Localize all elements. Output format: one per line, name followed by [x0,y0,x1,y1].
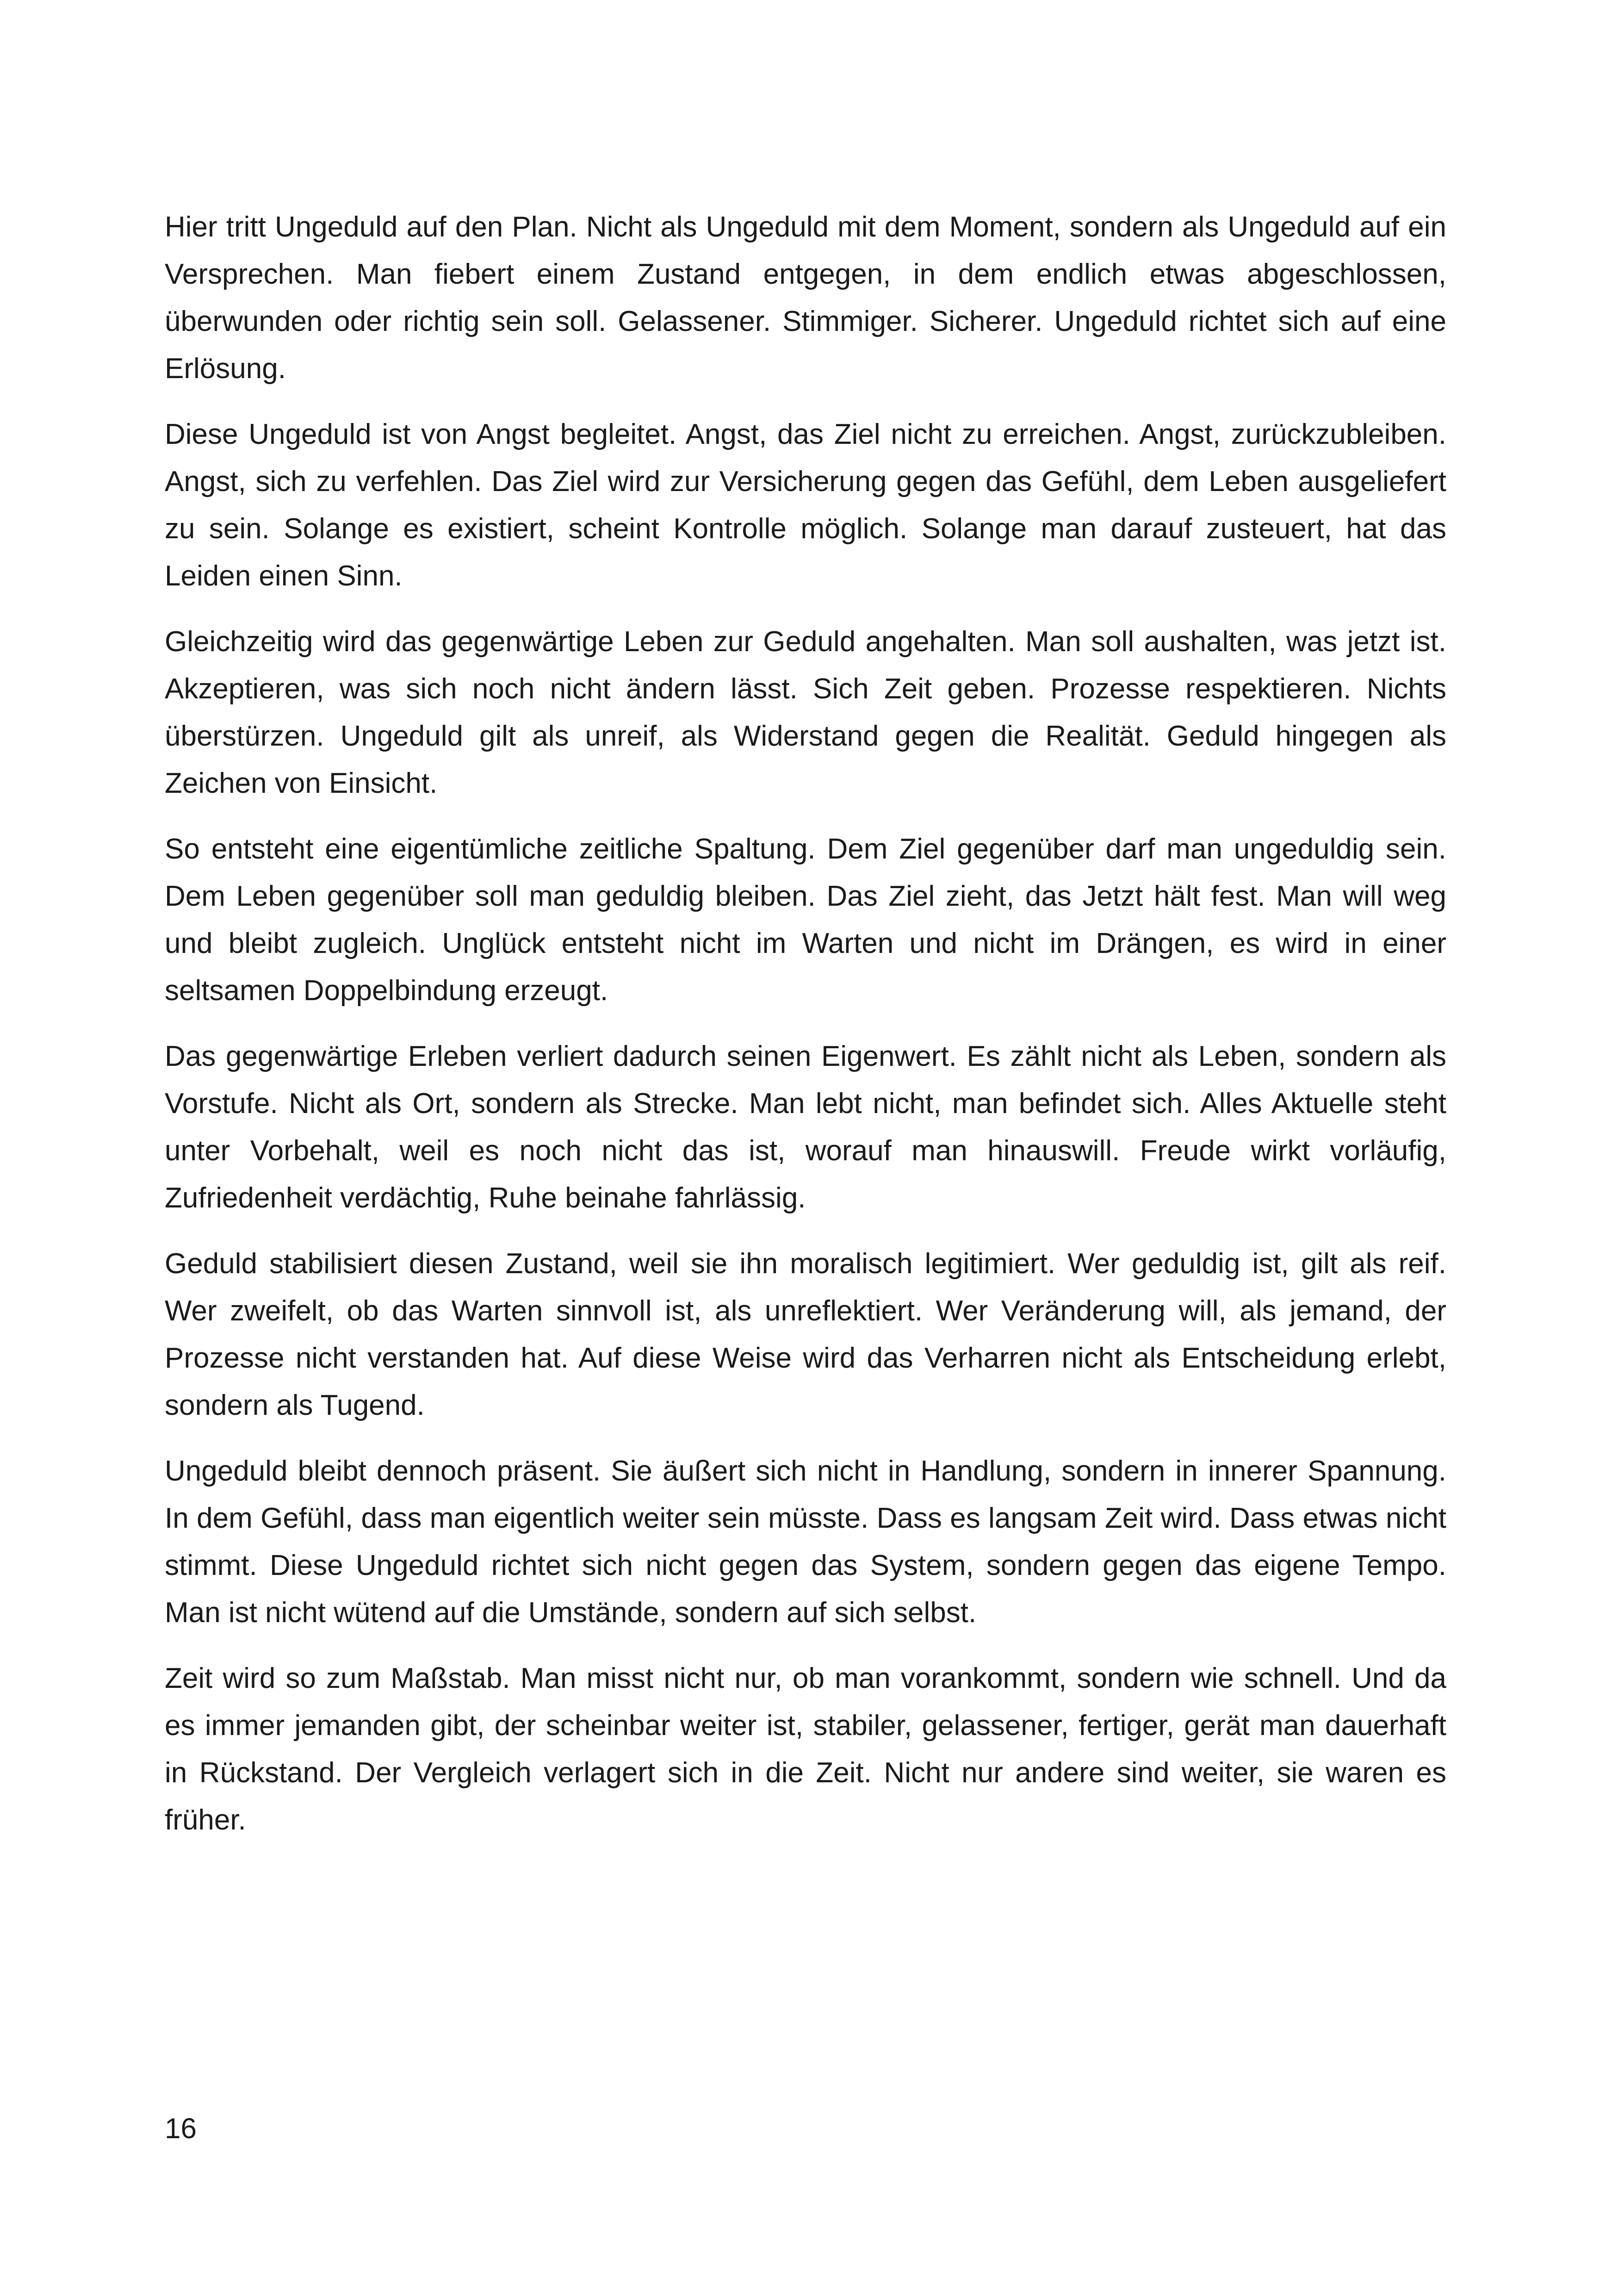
paragraph-6: Geduld stabilisiert diesen Zustand, weil sie ihn moralisch legitimiert. Wer geduldig ist, gilt als reif. Wer zweifelt, ob das Warten sinnvoll ist, als unreflektiert. Wer Veränderung will, als jemand, der Prozesse nicht verstanden hat. Auf diese Weise wird das Verharren nicht als Entscheidung erlebt, sondern als Tugend. [165,1248,1446,1421]
paragraph-7: Ungeduld bleibt dennoch präsent. Sie äußert sich nicht in Handlung, sondern in innerer Spannung. In dem Gefühl, dass man eigentlich weiter sein müsste. Dass es langsam Zeit wird. Dass etwas nicht stimmt. Diese Ungeduld richtet sich nicht gegen das System, sondern gegen das eigene Tempo. Man ist nicht wütend auf die Umstände, sondern auf sich selbst. [165,1455,1446,1629]
paragraph-4: So entsteht eine eigentümliche zeitliche Spaltung. Dem Ziel gegenüber darf man ungeduldig sein. Dem Leben gegenüber soll man geduldig bleiben. Das Ziel zieht, das Jetzt hält fest. Man will weg und bleibt zugleich. Unglück entsteht nicht im Warten und nicht im Drängen, es wird in einer seltsamen Doppelbindung erzeugt. [165,833,1446,1007]
paragraph-5: Das gegenwärtige Erleben verliert dadurch seinen Eigenwert. Es zählt nicht als Leben, sondern als Vorstufe. Nicht als Ort, sondern als Strecke. Man lebt nicht, man befindet sich. Alles Aktuelle steht unter Vorbehalt, weil es noch nicht das ist, worauf man hinauswill. Freude wirkt vorläufig, Zufriedenheit verdächtig, Ruhe beinahe fahrlässig. [165,1040,1446,1214]
paragraph-2: Diese Ungeduld ist von Angst begleitet. Angst, das Ziel nicht zu erreichen. Angst, zurückzubleiben. Angst, sich zu verfehlen. Das Ziel wird zur Versicherung gegen das Gefühl, dem Leben ausgeliefert zu sein. Solange es existiert, scheint Kontrolle möglich. Solange man darauf zusteuert, hat das Leiden einen Sinn. [165,418,1446,592]
body-text [165,204,1446,1862]
paragraph-8: Zeit wird so zum Maßstab. Man misst nicht nur, ob man vorankommt, sondern wie schnell. Und da es immer jemanden gibt, der scheinbar weiter ist, stabiler, gelassener, fertiger, gerät man dauerhaft in Rückstand. Der Vergleich verlagert sich in die Zeit. Nicht nur andere sind weiter, sie waren es früher. [165,1662,1446,1836]
paragraph-3: Gleichzeitig wird das gegenwärtige Leben zur Geduld angehalten. Man soll aushalten, was jetzt ist. Akzeptieren, was sich noch nicht ändern lässt. Sich Zeit geben. Prozesse respektieren. Nichts überstürzen. Ungeduld gilt als unreif, als Widerstand gegen die Realität. Geduld hingegen als Zeichen von Einsicht. [165,626,1446,799]
page-number: 16 [165,2113,197,2145]
paragraph-1: Hier tritt Ungeduld auf den Plan. Nicht als Ungeduld mit dem Moment, sondern als Ungeduld auf ein Versprechen. Man fiebert einem Zustand entgegen, in dem endlich etwas abgeschlossen, überwunden oder richtig sein soll. Gelassener. Stimmiger. Sicherer. Ungeduld richtet sich auf eine Erlösung. [165,211,1446,385]
